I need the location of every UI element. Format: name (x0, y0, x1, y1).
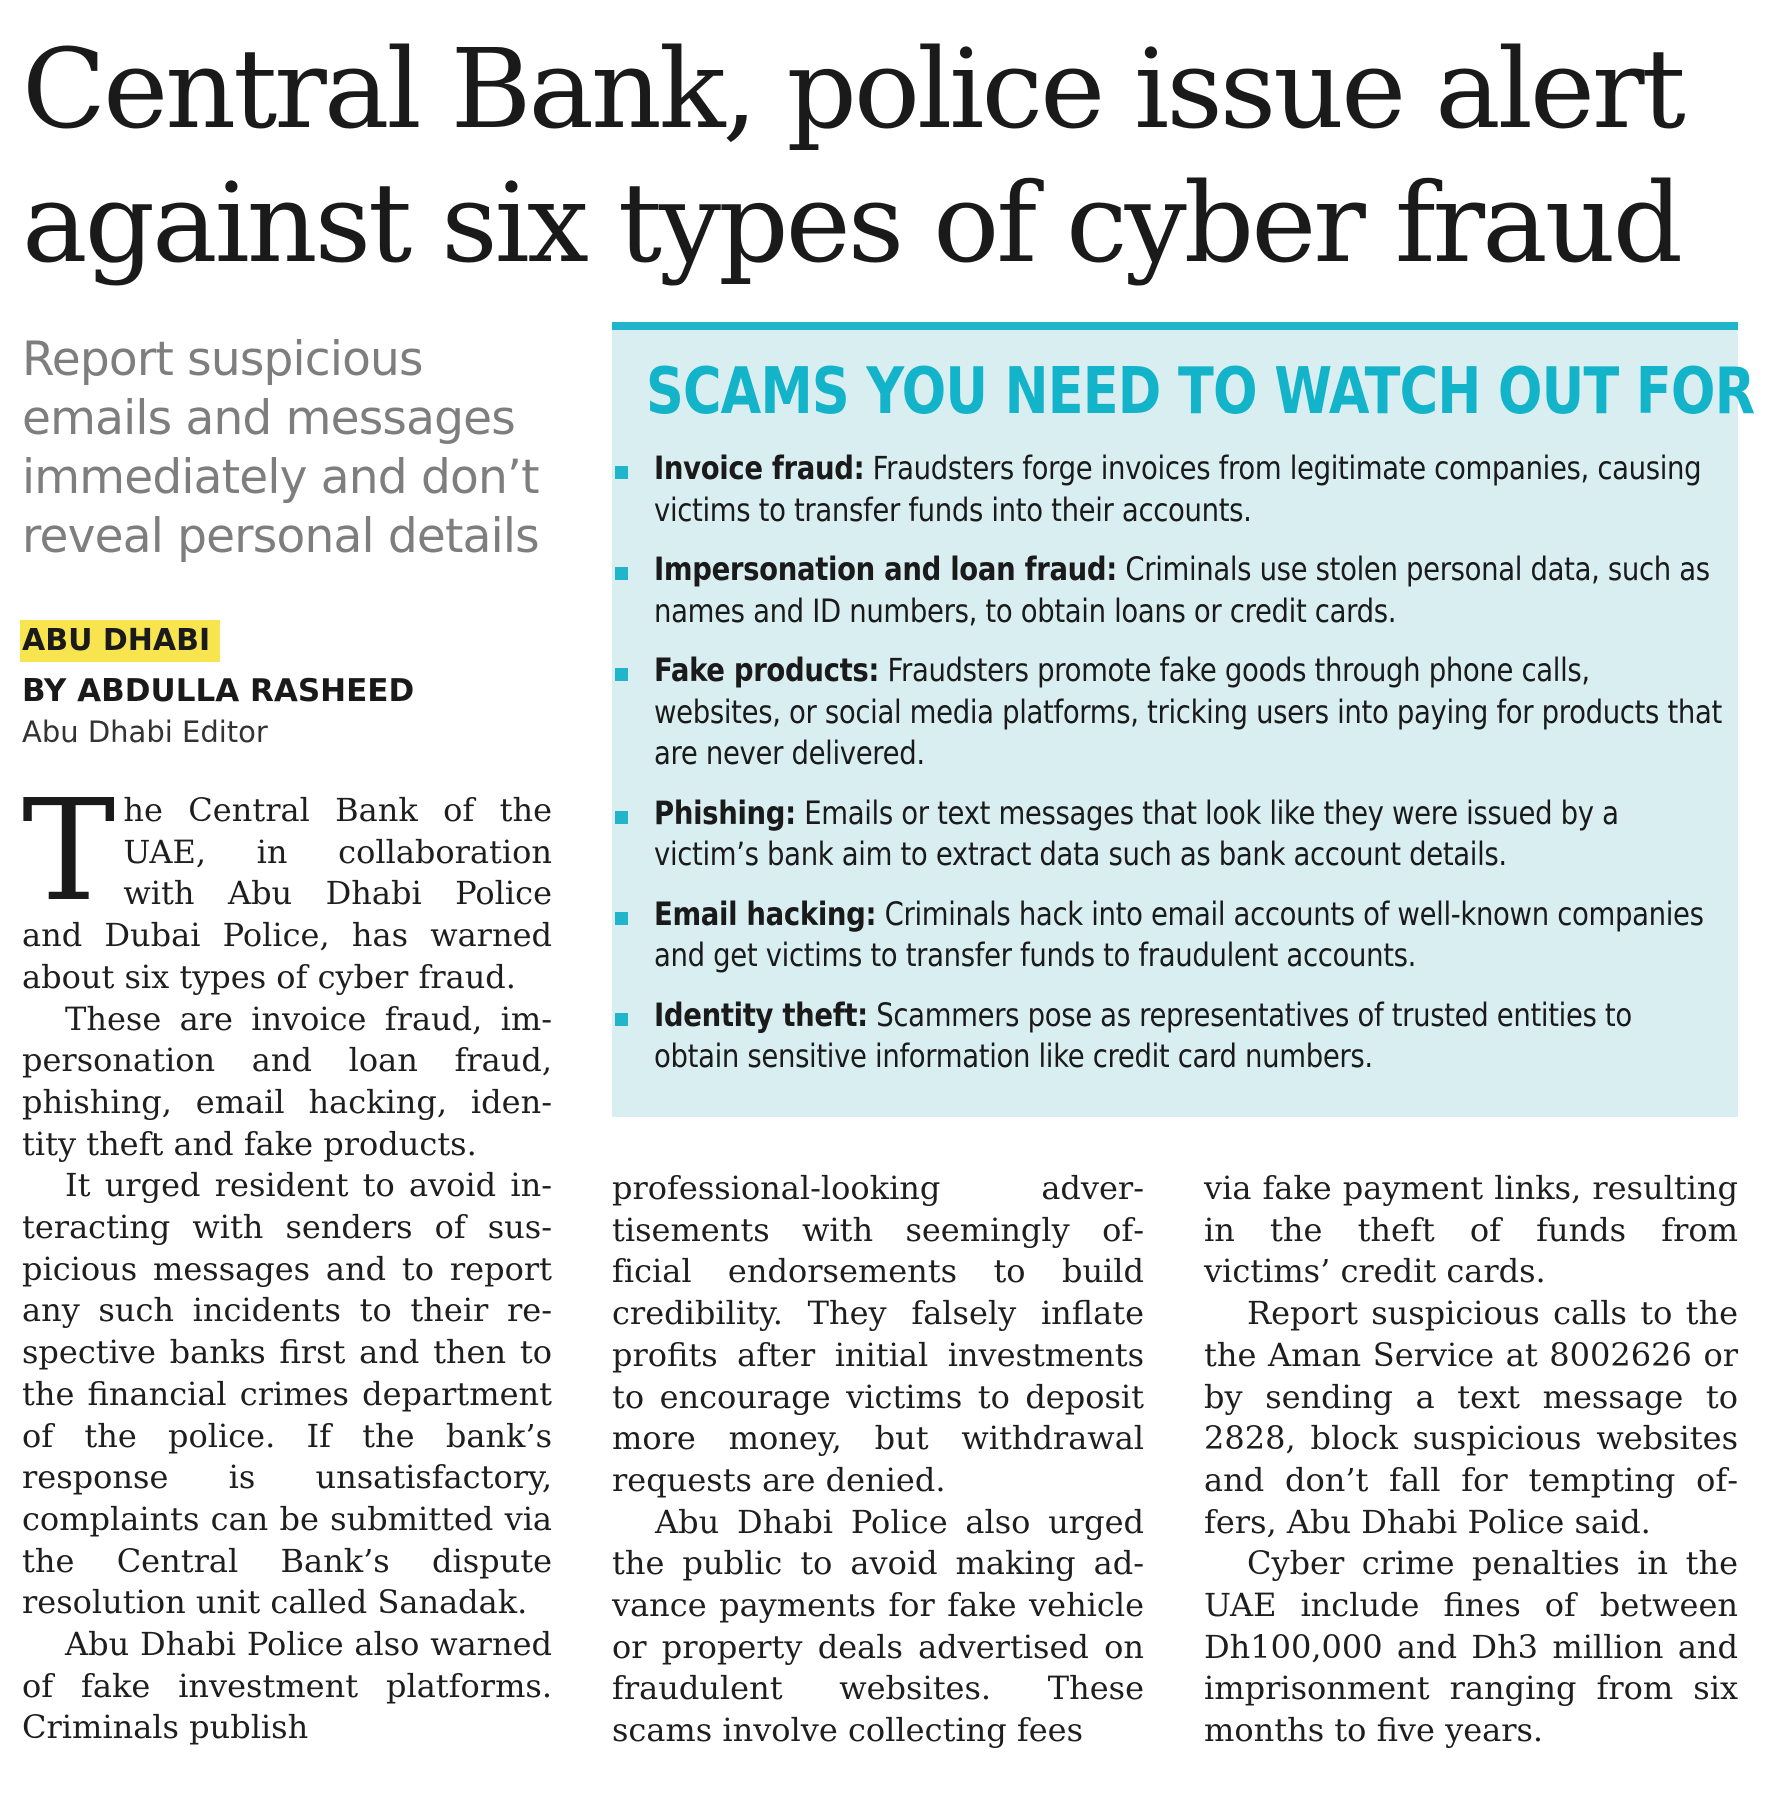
scam-term: Impersonation and loan fraud: (654, 550, 1117, 588)
body-paragraph: professional-looking advertisements with seemingly official endorsements to build credibility. They falsely inflate profits after initial investments to encourage victims to deposit more money, but withdrawal requests are denied. (612, 1169, 1144, 1499)
scam-term: Fake products: (654, 651, 880, 689)
body-paragraph: Cyber crime penalties in the UAE include fines of between Dh100,000 and Dh3 million and imprisonment ranging from six months to five years. (1204, 1544, 1738, 1750)
body-paragraph-text: he Central Bank of the UAE, in collaboration with Abu Dhabi Police and Dubai Police, has warned about six types of cyber fraud. (22, 791, 552, 996)
byline-role: Abu Dhabi Editor (22, 715, 268, 749)
scam-description: Criminals hack into email accounts of well-known companies and get victims to transfer funds to fraudulent accounts. (654, 894, 1704, 974)
scam-term: Phishing: (654, 793, 796, 832)
body-paragraph: via fake payment links, resulting in the theft of funds from victims’ credit cards. (1204, 1169, 1738, 1291)
scam-description: Scammers pose as representatives of trusted entities to obtain sensitive information like credit card numbers. (654, 995, 1632, 1075)
scam-description: Fraudsters forge invoices from legitimate companies, causing victims to transfer funds into their accounts. (654, 449, 1702, 529)
body-paragraph: It urged resident to avoid interacting with senders of suspicious messages and to report any such incidents to their respective banks first and then to the financial crimes department of the police. If the bank’s response is unsatisfactory, complaints can be submitted via the Central Bank’s dispute resolution unit called Sanadak. (22, 1166, 552, 1622)
body-paragraph: Abu Dhabi Police also warned of fake investment platforms. Criminals publish (22, 1625, 552, 1747)
drop-cap: T (22, 770, 116, 933)
scam-term: Email hacking: (654, 894, 877, 933)
body-paragraph: Report suspicious calls to the the Aman Service at 8002626 or by sending a text message to 2828, block suspicious websites and don’t fall for tempting offers, Abu Dhabi Police said. (1204, 1294, 1738, 1541)
dateline: ABU DHABI (20, 620, 220, 662)
byline: BY ABDULLA RASHEED (22, 673, 415, 709)
body-column-3 (1204, 0, 1738, 1818)
scam-description: Fraudsters promote fake goods through phone calls, websites, or social media platforms, tricking users into paying for products that are never delivered. (654, 651, 1722, 772)
body-column-2 (612, 0, 1144, 1818)
body-paragraph: These are invoice fraud, impersonation and loan fraud, phishing, email hacking, identity theft and fake products. (22, 999, 552, 1163)
scam-term: Identity theft: (654, 995, 868, 1034)
body-paragraph: Abu Dhabi Police also urged the public to avoid making advance payments for fake vehicle or property deals advertised on fraudulent websites. These scams involve collecting fees (612, 1502, 1144, 1750)
body-column-1 (22, 0, 552, 1818)
body-paragraph (22, 770, 552, 999)
headline: Central Bank, police issue alert against six types of cyber fraud (22, 25, 1683, 287)
scam-term: Invoice fraud: (654, 449, 865, 487)
scam-description: Criminals use stolen personal data, such as names and ID numbers, to obtain loans or credit cards. (654, 550, 1710, 630)
sidebar-title: SCAMS YOU NEED TO WATCH OUT FOR (646, 355, 1755, 429)
scam-description: Emails or text messages that look like they were issued by a victim’s bank aim to extract data such as bank account details. (654, 793, 1619, 873)
subheadline: Report suspicious emails and messages immediately and don’t reveal personal details (22, 332, 539, 564)
